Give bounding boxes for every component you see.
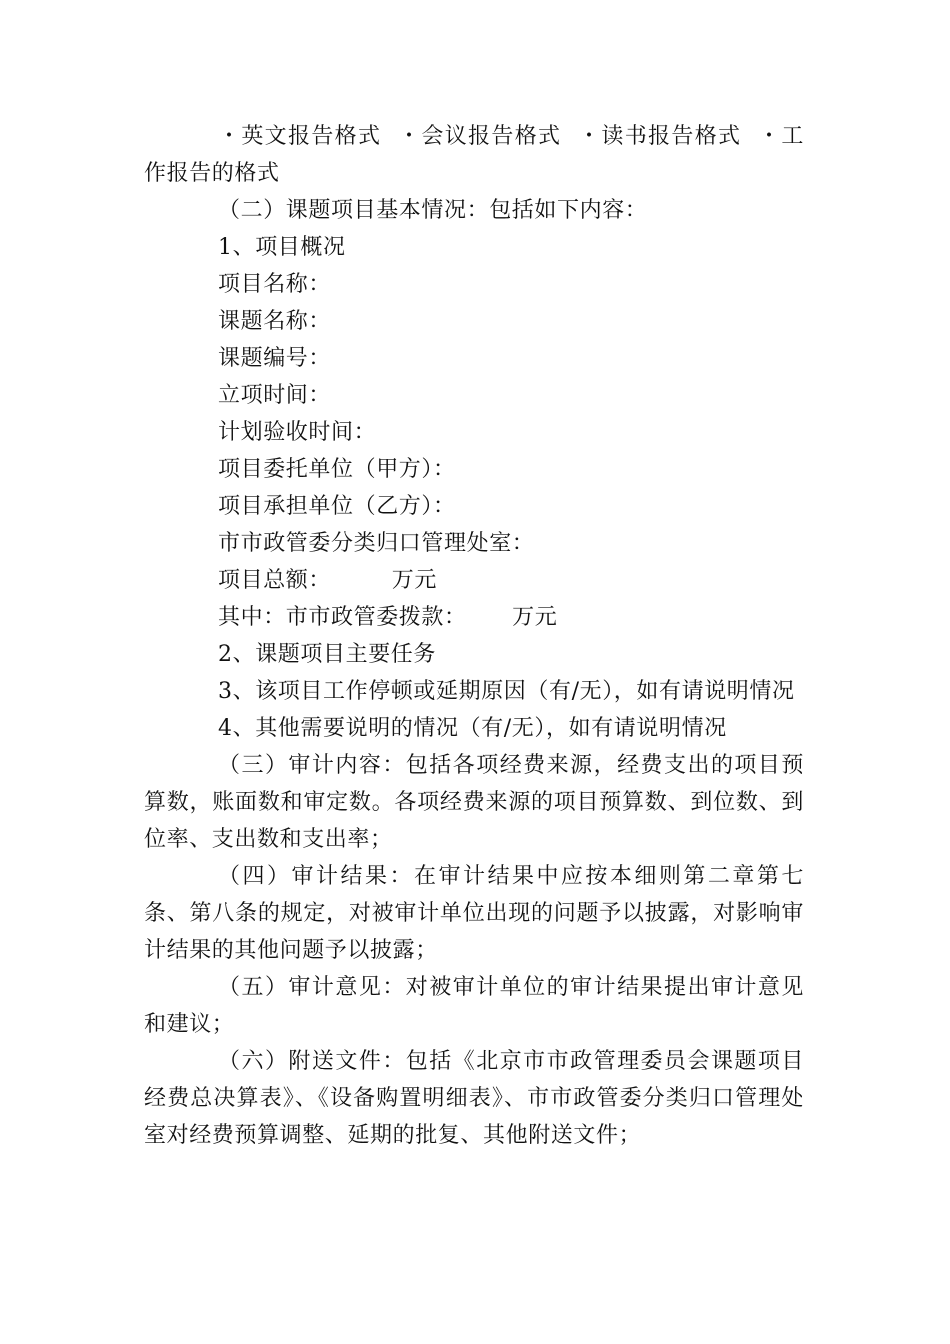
document-page: [144, 118, 804, 1154]
field-project-name: 项目名称：: [218, 272, 332, 297]
item-4-heading: 4、其他需要说明的情况（有/无），如有请说明情况: [218, 716, 727, 741]
section-6-paragraph: （六）附送文件：包括《北京市市政管理委员会课题项目经费总决算表》、《设备购置明细表》、市市政管委分类归口管理处室对经费预算调整、延期的批复、其他附送文件；: [144, 1049, 804, 1148]
field-contractor-unit: 项目承担单位（乙方）：: [218, 494, 456, 519]
item-3-heading: 3、该项目工作停顿或延期原因（有/无），如有请说明情况: [218, 679, 795, 704]
item-2-heading: 2、课题项目主要任务: [218, 642, 436, 667]
field-acceptance-time: 计划验收时间：: [218, 420, 377, 445]
section-4-paragraph: （四）审计结果：在审计结果中应按本细则第二章第七条、第八条的规定，对被审计单位出现的问题予以披露，对影响审计结果的其他问题予以披露；: [144, 864, 804, 963]
field-client-unit: 项目委托单位（甲方）：: [218, 457, 456, 482]
field-topic-number: 课题编号：: [218, 346, 332, 371]
field-project-total: 项目总额： 万元: [218, 568, 437, 593]
section-2-heading: （二）课题项目基本情况：包括如下内容：: [218, 198, 648, 223]
item-1-heading: 1、项目概况: [218, 235, 346, 260]
field-allocation: 其中：市市政管委拨款： 万元: [218, 605, 558, 630]
section-3-paragraph: （三）审计内容：包括各项经费来源，经费支出的项目预算数，账面数和审定数。各项经费来源的项目预算数、到位数、到位率、支出数和支出率；: [144, 753, 804, 852]
field-topic-name: 课题名称：: [218, 309, 332, 334]
section-5-paragraph: （五）审计意见：对被审计单位的审计结果提出审计意见和建议；: [144, 975, 804, 1037]
field-management-office: 市市政管委分类归口管理处室：: [218, 531, 535, 556]
field-approval-time: 立项时间：: [218, 383, 332, 408]
report-format-links: ・英文报告格式 ・会议报告格式 ・读书报告格式 ・工作报告的格式: [144, 124, 804, 186]
